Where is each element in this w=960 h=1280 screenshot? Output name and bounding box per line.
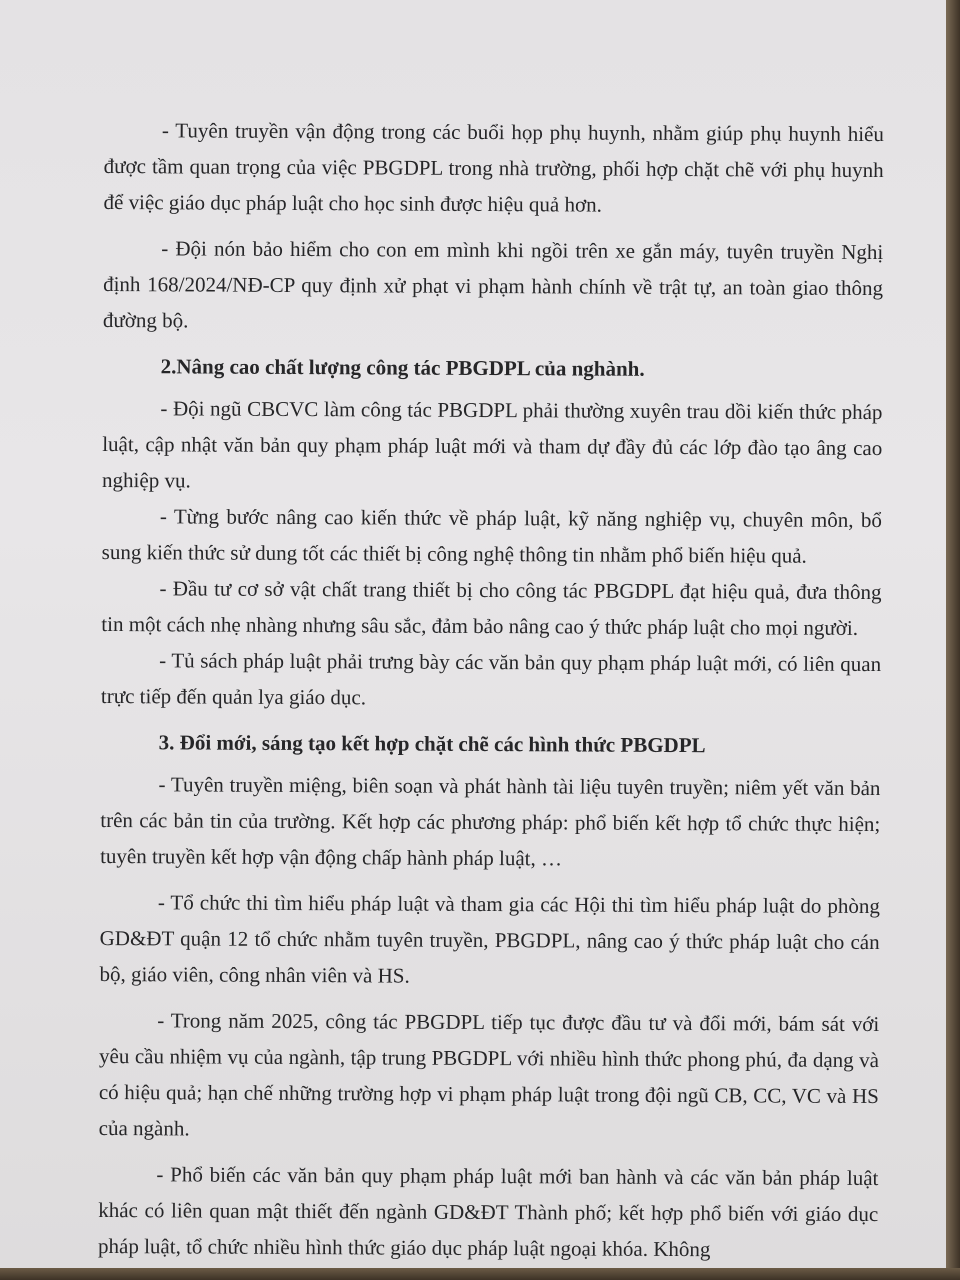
paragraph-new-legal-documents: - Phổ biến các văn bản quy phạm pháp luật mới ban hành và các văn bản pháp luật khác có liên quan mật thiết đến ngành GD&ĐT Thành phố; kết hợp phổ biến với giáo dục pháp luật, tổ chức nhiều hình thức giáo dục pháp luật ngoại khóa. Không bbox=[97, 1162, 879, 1262]
paragraph-parent-meetings: - Tuyên truyền vận động trong các buổi họp phụ huynh, nhằm giúp phụ huynh hiểu được tầm quan trọng của việc PBGDPL trong nhà trường, phối hợp chặt chẽ với phụ huynh để việc giáo dục pháp luật cho học sinh được hiệu quả hơn. bbox=[103, 118, 884, 217]
section-heading-2: 2.Nâng cao chất lượng công tác PBGDPL của nghành. bbox=[160, 354, 645, 381]
paragraph-facilities-investment: - Đầu tư cơ sở vật chất trang thiết bị cho công tác PBGDPL đạt hiệu quả, đưa thông tin một cách nhẹ nhàng nhưng sâu sắc, đảm bảo nâng cao ý thức pháp luật cho mọi người. bbox=[101, 576, 882, 640]
paragraph-knowledge-skills: - Từng bước nâng cao kiến thức về pháp luật, kỹ năng nghiệp vụ, chuyên môn, bổ sung kiến thức sử dung tốt các thiết bị công nghệ thông tin nhằm phổ biến hiệu quả. bbox=[101, 504, 882, 568]
document-body bbox=[98, 112, 884, 1268]
paragraph-staff-training: - Đội ngũ CBCVC làm công tác PBGDPL phải thường xuyên trau dồi kiến thức pháp luật, cập nhật văn bản quy phạm pháp luật mới và tham dự đầy đủ các lớp đào tạo âng cao nghiệp vụ. bbox=[102, 396, 883, 493]
paragraph-law-contest: - Tổ chức thi tìm hiểu pháp luật và tham gia các Hội thi tìm hiểu pháp luật do phòng GD&ĐT quận 12 tổ chức nhằm tuyên truyền, PBGDPL, nâng cao ý thức pháp luật cho cán bộ, giáo viên, công nhân viên và HS. bbox=[99, 890, 880, 988]
paragraph-year-2025: - Trong năm 2025, công tác PBGDPL tiếp tục được đầu tư và đổi mới, bám sát với yêu cầu nhiệm vụ của ngành, tập trung PBGDPL với nhiều hình thức phong phú, đa dạng và có hiệu quả; hạn chế những trường hợp vi phạm pháp luật trong đội ngũ CB, CC, VC và HS của ngành. bbox=[98, 1008, 880, 1141]
background-edge-right bbox=[946, 0, 960, 1280]
paragraph-oral-propaganda: - Tuyên truyền miệng, biên soạn và phát hành tài liệu tuyên truyền; niêm yết văn bản trên các bản tin của trường. Kết hợp các phương pháp: phổ biến kết hợp tổ chức thực hiện; tuyên truyền kết hợp vận động chấp hành pháp luật, … bbox=[100, 772, 881, 871]
background-edge-bottom bbox=[0, 1268, 960, 1280]
section-heading-3: 3. Đổi mới, sáng tạo kết hợp chặt chẽ các hình thức PBGDPL bbox=[158, 730, 706, 758]
paragraph-helmet-decree: - Đội nón bảo hiểm cho con em mình khi ngồi trên xe gắn máy, tuyên truyền Nghị định 168/2024/NĐ-CP quy định xử phạt vi phạm hành chính về trật tự, an toàn giao thông đường bộ. bbox=[102, 236, 884, 333]
paragraph-law-bookshelf: - Tủ sách pháp luật phải trưng bày các văn bản quy phạm pháp luật mới, có liên quan trực tiếp đến quản lya giáo dục. bbox=[100, 648, 882, 710]
